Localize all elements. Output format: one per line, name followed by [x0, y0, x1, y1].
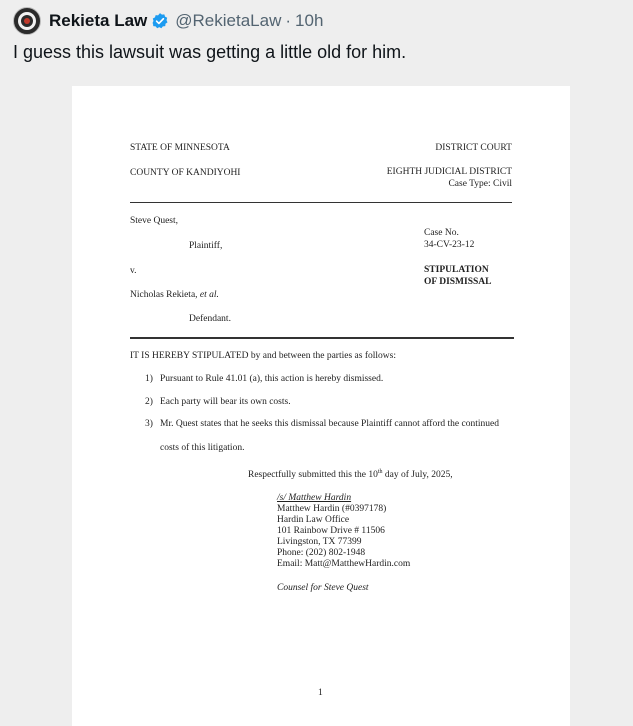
submitted-line	[248, 469, 453, 480]
counsel-line: Counsel for Steve Quest	[277, 583, 369, 593]
item-1-num: 1)	[145, 374, 153, 384]
defendant-name: Nicholas Rekieta,	[130, 290, 198, 300]
title-line-1: STIPULATION	[424, 265, 489, 275]
sig-line-6: Email: Matt@MatthewHardin.com	[277, 559, 411, 569]
divider-bottom	[130, 337, 514, 339]
case-no: 34-CV-23-12	[424, 240, 475, 250]
title-line-2: OF DISMISSAL	[424, 277, 492, 287]
sig-line-2: Hardin Law Office	[277, 515, 350, 525]
submitted-post: day of July, 2025,	[382, 470, 453, 481]
sig-line-1: Matthew Hardin (#0397178)	[277, 504, 387, 514]
item-2-text: Each party will bear its own costs.	[160, 397, 291, 407]
stipulation-intro: IT IS HEREBY STIPULATED by and between the parties as follows:	[130, 351, 396, 361]
submitted-pre: Respectfully submitted this the 10	[248, 470, 378, 481]
sig-line-3: 101 Rainbow Drive # 11506	[277, 526, 385, 536]
divider-top	[130, 202, 512, 203]
submitted-sup: th	[377, 469, 383, 475]
verified-badge-icon	[151, 12, 169, 30]
versus: v.	[130, 266, 137, 276]
header-district: EIGHTH JUDICIAL DISTRICT	[386, 167, 512, 177]
defendant-etal: et al.	[199, 290, 219, 300]
item-1-text: Pursuant to Rule 41.01 (a), this action is hereby dismissed.	[160, 374, 384, 384]
signature: /s/ Matthew Hardin	[277, 493, 352, 503]
avatar[interactable]	[13, 7, 41, 35]
defendant-role: Defendant.	[189, 314, 231, 324]
handle[interactable]: @RekietaLaw	[175, 11, 282, 30]
item-3-num: 3)	[145, 419, 153, 429]
timestamp[interactable]: 10h	[295, 11, 324, 30]
badge-emblem-icon	[17, 11, 37, 31]
sig-line-5: Phone: (202) 802-1948	[277, 548, 366, 558]
separator: ·	[285, 11, 292, 30]
tweet-header	[13, 7, 323, 35]
tweet-text: I guess this lawsuit was getting a little old for him.	[13, 42, 407, 62]
header-case-type: Case Type: Civil	[448, 179, 512, 189]
item-3-continuation: costs of this litigation.	[160, 443, 245, 453]
document-image[interactable]	[72, 86, 570, 726]
defendant-line	[130, 290, 219, 300]
item-2-num: 2)	[145, 397, 153, 407]
page-number: 1	[318, 688, 323, 698]
plaintiff-name: Steve Quest,	[130, 216, 179, 226]
header-court: DISTRICT COURT	[435, 143, 512, 153]
display-name[interactable]: Rekieta Law	[49, 11, 148, 30]
item-3-text: Mr. Quest states that he seeks this dismissal because Plaintiff cannot afford the continued	[160, 419, 499, 429]
sig-line-4: Livingston, TX 77399	[277, 537, 362, 547]
header-state: STATE OF MINNESOTA	[130, 143, 230, 153]
plaintiff-role: Plaintiff,	[189, 241, 223, 251]
header-county: COUNTY OF KANDIYOHI	[130, 168, 241, 178]
case-no-label: Case No.	[424, 228, 459, 238]
